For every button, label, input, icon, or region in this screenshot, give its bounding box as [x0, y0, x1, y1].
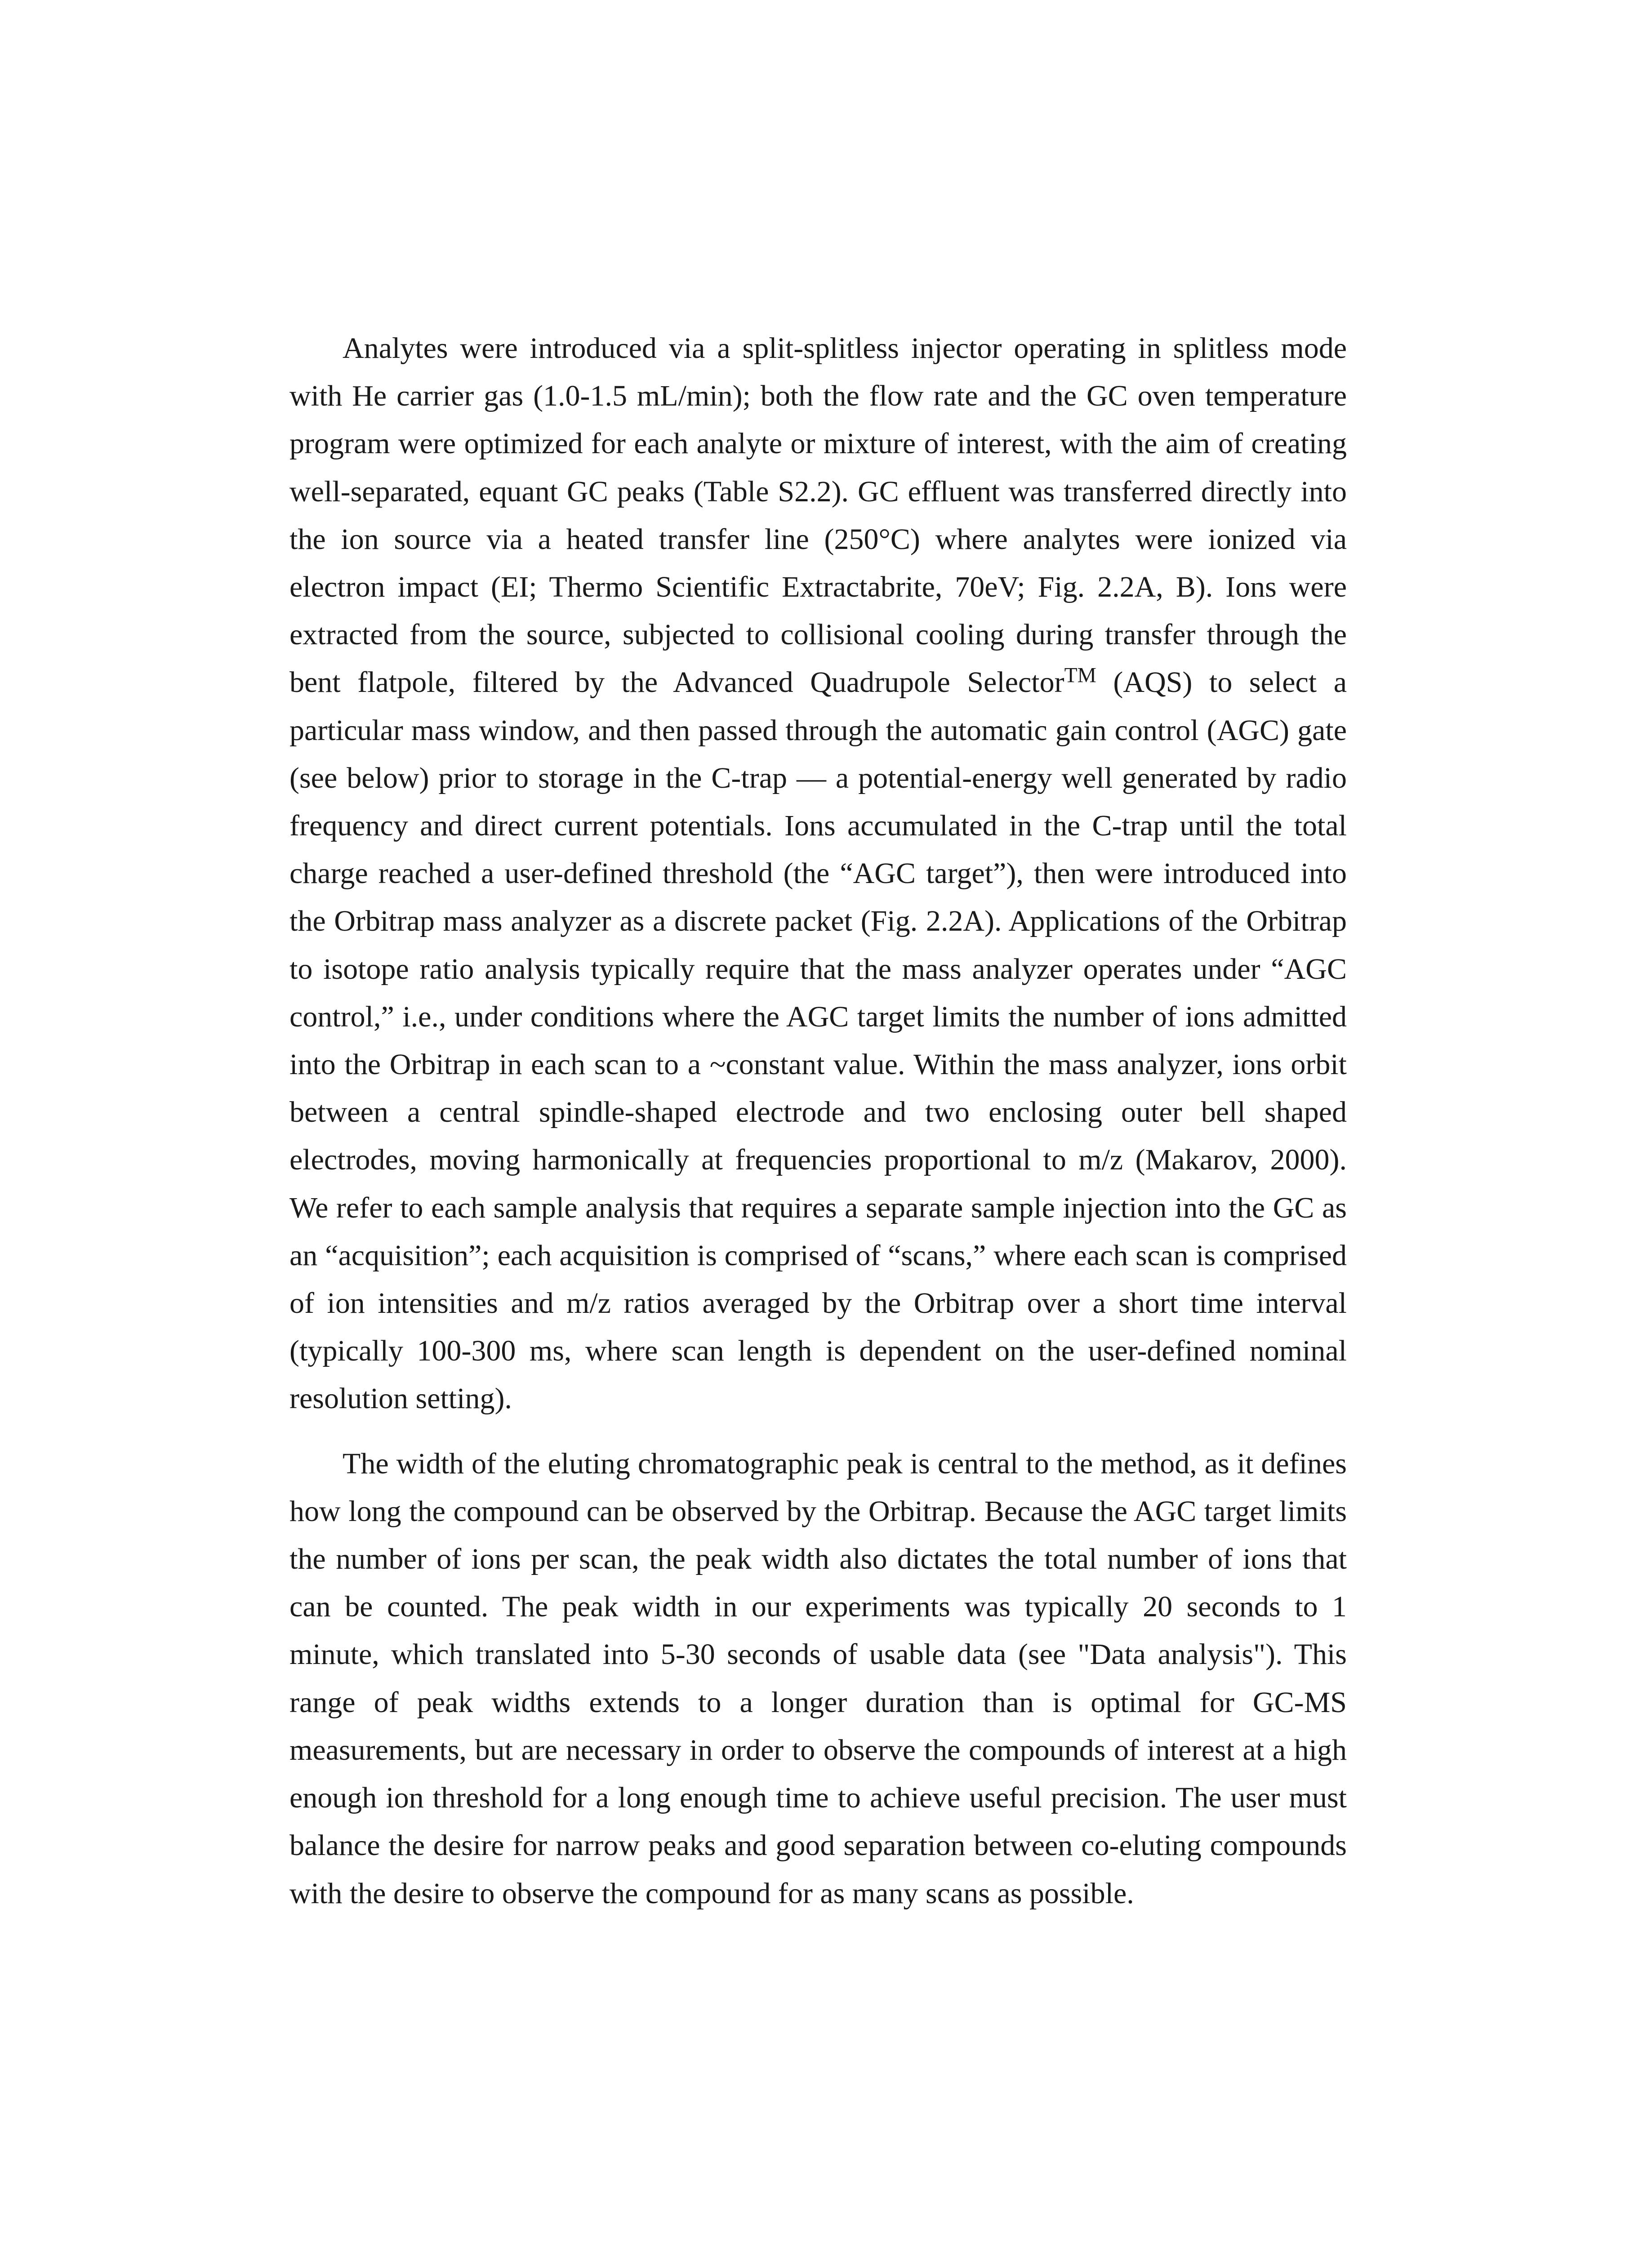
- trademark-superscript: TM: [1064, 664, 1096, 688]
- paragraph-1-text-b: (AQS) to select a particular mass window, and then passed through the automatic gain control (AGC) gate (see below) prior to storage in the C-trap — a potential-energy well generated by radio frequency and direct current potentials. Ions accumulated in the C-trap until the total charge reached a user-defined threshold (the “AGC target”), then were introduced into the Orbitrap mass analyzer as a discrete packet (Fig. 2.2A). Applications of the Orbitrap to isotope ratio analysis typically require that the mass analyzer operates under “AGC control,” i.e., under conditions where the AGC target limits the number of ions admitted into the Orbitrap in each scan to a ~constant value. Within the mass analyzer, ions orbit between a central spindle-shaped electrode and two enclosing outer bell shaped electrodes, moving harmonically at frequencies proportional to m/z (Makarov, 2000). We refer to each sample analysis that requires a separate sample injection into the GC as an “acquisition”; each acquisition is comprised of “scans,” where each scan is comprised of ion intensities and m/z ratios averaged by the Orbitrap over a short time interval (typically 100-300 ms, where scan length is dependent on the user-defined nominal resolution setting).: [289, 666, 1347, 1415]
- paragraph-2: The width of the eluting chromatographic peak is central to the method, as it defines how long the compound can be observed by the Orbitrap. Because the AGC target limits the number of ions per scan, the peak width also dictates the total number of ions that can be counted. The peak width in our experiments was typically 20 seconds to 1 minute, which translated into 5-30 seconds of usable data (see "Data analysis"). This range of peak widths extends to a longer duration than is optimal for GC-MS measurements, but are necessary in order to observe the compounds of interest at a high enough ion threshold for a long enough time to achieve useful precision. The user must balance the desire for narrow peaks and good separation between co-eluting compounds with the desire to observe the compound for as many scans as possible.: [289, 1447, 1347, 1910]
- paragraph-1-text-a: Analytes were introduced via a split-splitless injector operating in splitless mode with He carrier gas (1.0-1.5 mL/min); both the flow rate and the GC oven temperature program were optimized for each analyte or mixture of interest, with the aim of creating well-separated, equant GC peaks (Table S2.2). GC effluent was transferred directly into the ion source via a heated transfer line (250°C) where analytes were ionized via electron impact (EI; Thermo Scientific Extractabrite, 70eV; Fig. 2.2A, B). Ions were extracted from the source, subjected to collisional cooling during transfer through the bent flatpole, filtered by the Advanced Quadrupole Selector: [289, 332, 1347, 699]
- body-text: [289, 325, 1347, 1918]
- paragraph-1: [289, 325, 1347, 1423]
